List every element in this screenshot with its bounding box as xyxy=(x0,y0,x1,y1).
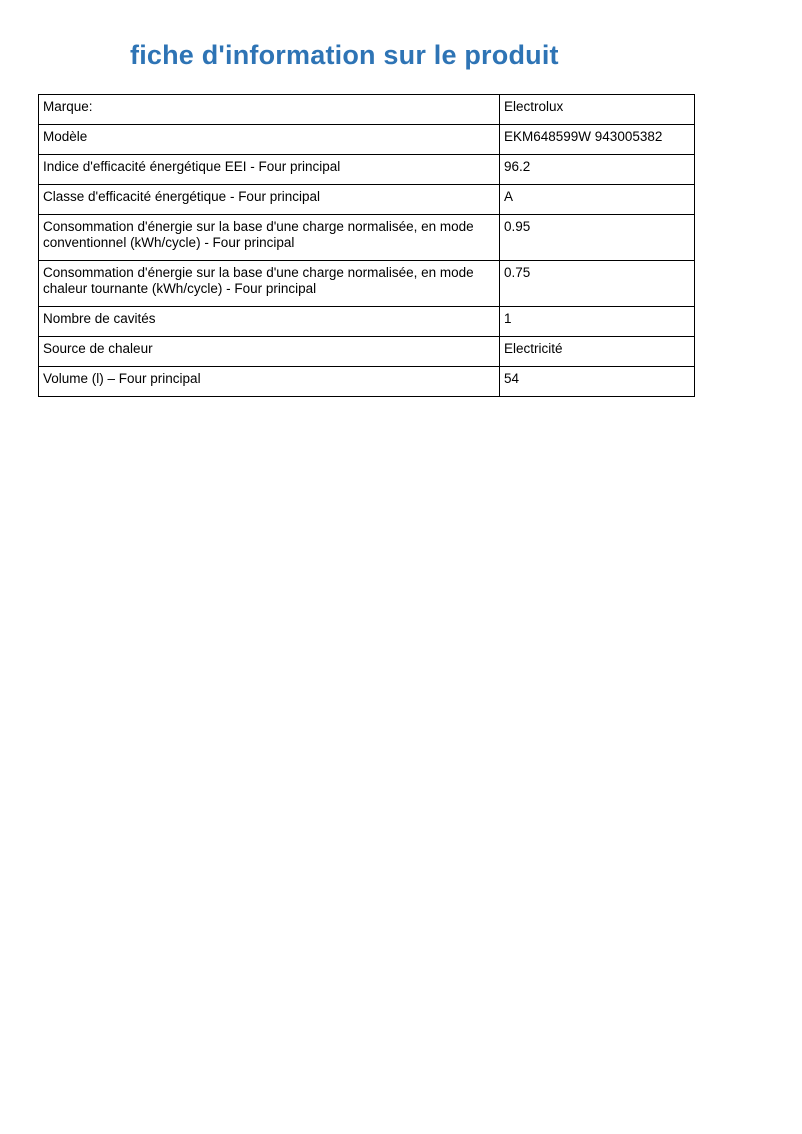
page-title: fiche d'information sur le produit xyxy=(130,40,559,70)
table-row xyxy=(39,307,695,337)
row-value: 54 xyxy=(500,367,695,397)
row-value: 1 xyxy=(500,307,695,337)
table-row xyxy=(39,367,695,397)
row-label: Modèle xyxy=(39,125,500,155)
row-value: Electricité xyxy=(500,337,695,367)
row-label: Source de chaleur xyxy=(39,337,500,367)
table-row xyxy=(39,337,695,367)
table-row xyxy=(39,125,695,155)
row-label: Consommation d'énergie sur la base d'une charge normalisée, en mode conventionnel (kWh/cycle) - Four principal xyxy=(39,215,500,261)
table-row xyxy=(39,95,695,125)
row-label: Classe d'efficacité énergétique - Four principal xyxy=(39,185,500,215)
table-row xyxy=(39,261,695,307)
table-row xyxy=(39,185,695,215)
row-value: Electrolux xyxy=(500,95,695,125)
product-info-table xyxy=(38,94,695,397)
row-label: Nombre de cavités xyxy=(39,307,500,337)
row-value: EKM648599W 943005382 xyxy=(500,125,695,155)
row-value: A xyxy=(500,185,695,215)
row-label: Marque: xyxy=(39,95,500,125)
row-value: 96.2 xyxy=(500,155,695,185)
row-label: Indice d'efficacité énergétique EEI - Four principal xyxy=(39,155,500,185)
table-row xyxy=(39,155,695,185)
row-value: 0.95 xyxy=(500,215,695,261)
table-row xyxy=(39,215,695,261)
row-label: Volume (l) – Four principal xyxy=(39,367,500,397)
row-value: 0.75 xyxy=(500,261,695,307)
row-label: Consommation d'énergie sur la base d'une charge normalisée, en mode chaleur tournante (kWh/cycle) - Four principal xyxy=(39,261,500,307)
product-info-table-body xyxy=(39,95,695,397)
